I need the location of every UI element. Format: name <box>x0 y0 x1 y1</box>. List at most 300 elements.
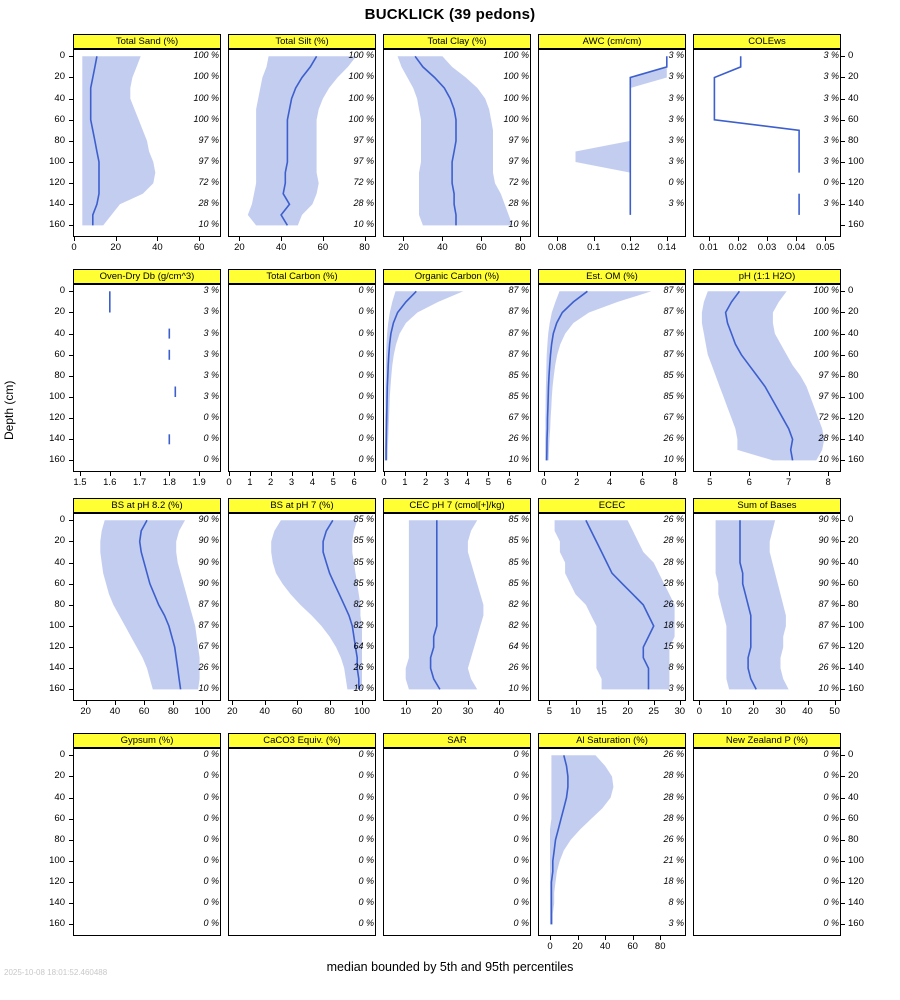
pedon-count-label: 90 % <box>198 577 219 588</box>
pedon-count-label: 100 % <box>503 92 529 103</box>
x-tick-label: 20 <box>398 242 409 253</box>
y-tick-mark <box>69 397 73 398</box>
pedon-count-label: 90 % <box>198 514 219 525</box>
x-tick-label: 1 <box>402 477 408 488</box>
y-tick-mark <box>69 334 73 335</box>
y-tick-label: 140 <box>49 897 65 909</box>
chart-panel <box>49 36 221 253</box>
pedon-count-label: 90 % <box>818 514 839 525</box>
x-tick-label: 50 <box>829 706 840 717</box>
pedon-count-label: 0 % <box>823 177 839 188</box>
y-tick-label: 60 <box>848 348 859 360</box>
pedon-count-label: 0 % <box>358 812 374 823</box>
pedon-count-label: 28 % <box>663 770 684 781</box>
y-tick-mark <box>69 162 73 163</box>
pedon-count-label: 85 % <box>353 514 374 525</box>
x-tick-label: 2 <box>574 477 580 488</box>
x-tick-label: 6 <box>639 477 645 488</box>
x-tick-label: 40 <box>437 242 448 253</box>
pedon-count-label: 0 % <box>203 855 219 866</box>
chart-panel <box>538 735 686 952</box>
chart-panel <box>383 36 531 253</box>
pedon-count-label: 100 % <box>348 92 374 103</box>
y-tick-mark <box>841 819 845 820</box>
pedon-count-label: 87 % <box>508 306 529 317</box>
x-tick-mark <box>557 237 558 241</box>
y-tick-label: 120 <box>848 876 864 888</box>
pedon-count-label: 26 % <box>663 833 684 844</box>
x-tick-label: 0.1 <box>587 242 601 253</box>
x-tick-label: 40 <box>802 706 813 717</box>
y-tick-mark <box>69 355 73 356</box>
x-tick-mark <box>157 237 158 241</box>
panel-title: Oven-Dry Db (g/cm^3) <box>73 269 221 284</box>
chart-panel <box>693 500 864 717</box>
x-tick-label: 8 <box>825 477 831 488</box>
pedon-count-label: 26 % <box>508 433 529 444</box>
x-tick-label: 60 <box>317 242 329 253</box>
chart-panel <box>226 500 376 717</box>
x-tick-label: 0 <box>547 941 553 952</box>
panel-title: pH (1:1 H2O) <box>693 269 841 284</box>
pedon-count-label: 3 % <box>823 198 839 209</box>
x-tick-label: 4 <box>464 477 471 488</box>
y-tick-mark <box>69 668 73 669</box>
x-tick-mark <box>403 237 404 241</box>
pedon-count-label: 3 % <box>823 50 839 61</box>
x-tick-label: 80 <box>654 941 666 952</box>
x-tick-mark <box>628 701 629 705</box>
y-tick-label: 140 <box>848 433 864 445</box>
y-tick-mark <box>841 183 845 184</box>
pedon-count-label: 3 % <box>668 71 684 82</box>
y-tick-mark <box>69 541 73 542</box>
x-tick-mark <box>426 472 427 476</box>
pedon-count-label: 100 % <box>813 327 839 338</box>
panel-plot <box>384 749 530 935</box>
pedon-count-label: 0 % <box>358 749 374 760</box>
y-tick-label: 100 <box>848 620 864 632</box>
chart-panel <box>538 500 686 717</box>
pedon-count-label: 87 % <box>663 285 684 296</box>
pedon-count-label: 85 % <box>353 535 374 546</box>
pedon-count-label: 10 % <box>818 683 839 694</box>
pedon-count-label: 85 % <box>508 535 529 546</box>
pedon-count-label: 100 % <box>503 50 529 61</box>
x-tick-mark <box>199 472 200 476</box>
y-tick-label: 160 <box>49 454 65 466</box>
chart-panel <box>693 36 864 253</box>
x-tick-mark <box>239 237 240 241</box>
x-tick-mark <box>199 237 200 241</box>
y-tick-mark <box>69 584 73 585</box>
y-tick-label: 20 <box>848 770 859 782</box>
y-tick-label: 80 <box>54 134 65 146</box>
pedon-count-label: 90 % <box>198 556 219 567</box>
pedon-count-label: 10 % <box>198 219 219 230</box>
pedon-count-label: 28 % <box>663 812 684 823</box>
pedon-count-label: 0 % <box>513 749 529 760</box>
y-tick-mark <box>841 647 845 648</box>
pedon-count-label: 97 % <box>818 369 839 380</box>
pedon-count-label: 0 % <box>358 897 374 908</box>
x-tick-mark <box>781 701 782 705</box>
x-tick-label: 30 <box>674 706 686 717</box>
x-tick-label: 8 <box>672 477 678 488</box>
y-tick-mark <box>69 312 73 313</box>
pedon-count-label: 100 % <box>193 92 219 103</box>
x-tick-label: 0.02 <box>728 242 748 253</box>
x-tick-label: 80 <box>324 706 335 717</box>
pedon-count-label: 90 % <box>198 535 219 546</box>
x-tick-mark <box>362 701 363 705</box>
panel-plot <box>74 285 220 471</box>
x-tick-mark <box>509 472 510 476</box>
x-tick-label: 40 <box>152 242 163 253</box>
x-tick-label: 6 <box>351 477 357 488</box>
y-tick-mark <box>69 755 73 756</box>
x-tick-mark <box>116 237 117 241</box>
pedon-count-label: 85 % <box>663 369 684 380</box>
x-tick-label: 0.03 <box>757 242 777 253</box>
y-tick-mark <box>69 924 73 925</box>
x-tick-mark <box>520 237 521 241</box>
x-tick-mark <box>825 237 826 241</box>
x-tick-mark <box>365 237 366 241</box>
pedon-count-label: 3 % <box>203 369 219 380</box>
y-tick-label: 120 <box>49 641 65 653</box>
pedon-count-label: 3 % <box>203 348 219 359</box>
pedon-count-label: 87 % <box>508 348 529 359</box>
pedon-count-label: 0 % <box>203 833 219 844</box>
pedon-count-label: 0 % <box>823 770 839 781</box>
pedon-count-label: 0 % <box>823 918 839 929</box>
y-tick-label: 100 <box>49 855 65 867</box>
x-tick-label: 40 <box>599 941 611 952</box>
y-tick-label: 160 <box>49 918 65 930</box>
x-tick-label: 80 <box>514 242 526 253</box>
panel-title: AWC (cm/cm) <box>538 34 686 49</box>
chart-panel <box>228 36 376 253</box>
x-tick-label: 60 <box>193 242 205 253</box>
pedon-count-label: 18 % <box>663 620 684 631</box>
y-tick-label: 80 <box>848 134 859 146</box>
pedon-count-label: 85 % <box>353 577 374 588</box>
x-tick-mark <box>468 701 469 705</box>
y-tick-mark <box>69 183 73 184</box>
y-tick-mark <box>69 56 73 57</box>
pedon-count-label: 87 % <box>663 327 684 338</box>
pedon-count-label: 87 % <box>663 306 684 317</box>
x-tick-label: 60 <box>476 242 487 253</box>
pedon-count-label: 100 % <box>503 71 529 82</box>
y-tick-mark <box>841 439 845 440</box>
percentile-band <box>248 56 356 225</box>
pedon-count-label: 85 % <box>508 556 529 567</box>
pedon-count-label: 0 % <box>358 327 374 338</box>
y-tick-label: 80 <box>54 598 65 610</box>
pedon-count-label: 100 % <box>813 285 839 296</box>
x-tick-mark <box>333 472 334 476</box>
x-tick-label: 80 <box>167 706 179 717</box>
pedon-count-label: 97 % <box>508 134 529 145</box>
pedon-count-label: 100 % <box>348 50 374 61</box>
pedon-count-label: 28 % <box>663 577 684 588</box>
x-tick-mark <box>550 936 551 940</box>
x-tick-label: 10 <box>570 706 581 717</box>
y-tick-label: 140 <box>848 897 864 909</box>
pedon-count-label: 10 % <box>198 683 219 694</box>
y-tick-label: 20 <box>848 71 859 83</box>
y-tick-mark <box>841 77 845 78</box>
pedon-count-label: 28 % <box>663 535 684 546</box>
pedon-count-label: 67 % <box>663 412 684 423</box>
y-tick-mark <box>841 355 845 356</box>
x-tick-mark <box>297 701 298 705</box>
x-tick-mark <box>110 472 111 476</box>
pedon-count-label: 15 % <box>663 641 684 652</box>
y-tick-label: 60 <box>54 113 65 125</box>
pedon-count-label: 0 % <box>358 770 374 781</box>
percentile-band <box>398 56 513 225</box>
y-tick-mark <box>69 819 73 820</box>
pedon-count-label: 0 % <box>203 812 219 823</box>
y-tick-mark <box>69 520 73 521</box>
chart-panel <box>49 735 221 936</box>
x-tick-label: 40 <box>259 706 270 717</box>
pedon-count-label: 0 % <box>513 791 529 802</box>
pedon-count-label: 0 % <box>203 791 219 802</box>
pedon-count-label: 3 % <box>668 683 684 694</box>
y-tick-mark <box>69 439 73 440</box>
pedon-count-label: 67 % <box>508 412 529 423</box>
pedon-count-label: 3 % <box>823 71 839 82</box>
pedon-count-label: 0 % <box>513 833 529 844</box>
y-tick-mark <box>69 903 73 904</box>
pedon-count-label: 26 % <box>663 598 684 609</box>
pedon-count-label: 0 % <box>358 306 374 317</box>
y-tick-label: 0 <box>848 50 854 62</box>
pedon-count-label: 28 % <box>198 198 219 209</box>
y-tick-mark <box>69 689 73 690</box>
x-tick-mark <box>749 472 750 476</box>
pedon-count-label: 87 % <box>818 620 839 631</box>
y-tick-label: 60 <box>848 812 859 824</box>
x-tick-mark <box>140 472 141 476</box>
chart-panel <box>381 271 531 488</box>
x-tick-mark <box>660 936 661 940</box>
pedon-count-label: 18 % <box>663 876 684 887</box>
y-tick-label: 40 <box>54 556 65 568</box>
pedon-count-label: 72 % <box>818 412 839 423</box>
pedon-count-label: 90 % <box>818 556 839 567</box>
y-tick-label: 120 <box>49 876 65 888</box>
y-tick-mark <box>69 460 73 461</box>
pedon-count-label: 100 % <box>193 71 219 82</box>
y-tick-label: 100 <box>848 156 864 168</box>
x-tick-mark <box>312 472 313 476</box>
pedon-count-label: 3 % <box>668 918 684 929</box>
pedon-count-label: 3 % <box>203 306 219 317</box>
y-tick-label: 0 <box>59 285 65 297</box>
pedon-count-label: 87 % <box>663 348 684 359</box>
x-tick-label: 0.05 <box>816 242 835 253</box>
pedon-count-label: 85 % <box>508 369 529 380</box>
x-tick-mark <box>330 701 331 705</box>
y-tick-mark <box>841 99 845 100</box>
x-tick-label: 0 <box>541 477 547 488</box>
x-tick-mark <box>699 701 700 705</box>
x-tick-mark <box>271 472 272 476</box>
pedon-count-label: 0 % <box>513 897 529 908</box>
x-tick-mark <box>578 936 579 940</box>
y-tick-mark <box>69 77 73 78</box>
y-tick-mark <box>69 141 73 142</box>
y-tick-label: 60 <box>54 348 65 360</box>
y-tick-mark <box>841 141 845 142</box>
x-tick-mark <box>488 472 489 476</box>
y-tick-label: 120 <box>49 177 65 189</box>
pedon-count-label: 3 % <box>823 134 839 145</box>
pedon-count-label: 8 % <box>668 897 684 908</box>
x-tick-label: 3 <box>288 477 295 488</box>
percentile-band <box>406 520 484 689</box>
pedon-count-label: 100 % <box>813 348 839 359</box>
y-tick-mark <box>841 225 845 226</box>
percentile-band <box>555 520 675 689</box>
x-tick-label: 1.7 <box>132 477 147 488</box>
x-tick-mark <box>447 472 448 476</box>
pedon-count-label: 10 % <box>353 683 374 694</box>
x-tick-mark <box>232 701 233 705</box>
panel-title: Gypsum (%) <box>73 733 221 748</box>
x-tick-mark <box>709 237 710 241</box>
y-tick-label: 20 <box>848 306 859 318</box>
x-tick-mark <box>115 701 116 705</box>
pedon-count-label: 100 % <box>193 113 219 124</box>
panel-title: Organic Carbon (%) <box>383 269 531 284</box>
y-tick-mark <box>69 840 73 841</box>
pedon-count-label: 0 % <box>203 749 219 760</box>
pedon-count-label: 10 % <box>508 683 529 694</box>
x-tick-mark <box>405 472 406 476</box>
pedon-count-label: 26 % <box>353 662 374 673</box>
y-tick-label: 100 <box>49 156 65 168</box>
y-tick-mark <box>841 397 845 398</box>
pedon-count-label: 28 % <box>663 556 684 567</box>
chart-panel <box>49 271 221 488</box>
pedon-count-label: 82 % <box>353 598 374 609</box>
panel-title: New Zealand P (%) <box>693 733 841 748</box>
percentile-band <box>271 520 362 689</box>
pedon-count-label: 21 % <box>663 855 684 866</box>
panel-plot <box>229 749 375 935</box>
pedon-count-label: 0 % <box>203 770 219 781</box>
y-tick-mark <box>69 626 73 627</box>
pedon-count-label: 26 % <box>818 662 839 673</box>
y-tick-label: 80 <box>54 369 65 381</box>
percentile-band <box>576 56 667 215</box>
y-tick-mark <box>841 162 845 163</box>
y-tick-mark <box>841 924 845 925</box>
pedon-count-label: 85 % <box>508 577 529 588</box>
y-tick-mark <box>841 291 845 292</box>
pedon-count-label: 0 % <box>823 876 839 887</box>
pedon-count-label: 0 % <box>823 855 839 866</box>
panel-title: Total Silt (%) <box>228 34 376 49</box>
pedon-count-label: 0 % <box>203 412 219 423</box>
x-tick-label: 10 <box>721 706 732 717</box>
y-tick-mark <box>841 56 845 57</box>
x-tick-mark <box>354 472 355 476</box>
y-tick-mark <box>841 584 845 585</box>
pedon-count-label: 97 % <box>353 134 374 145</box>
y-tick-mark <box>841 334 845 335</box>
pedon-count-label: 97 % <box>508 156 529 167</box>
pedon-count-label: 0 % <box>358 285 374 296</box>
pedon-count-label: 0 % <box>203 897 219 908</box>
y-tick-mark <box>841 689 845 690</box>
x-tick-label: 40 <box>493 706 505 717</box>
pedon-count-label: 0 % <box>358 876 374 887</box>
x-tick-mark <box>384 472 385 476</box>
y-tick-mark <box>69 798 73 799</box>
pedon-count-label: 0 % <box>513 876 529 887</box>
x-tick-mark <box>630 237 631 241</box>
y-tick-label: 60 <box>54 577 65 589</box>
x-tick-label: 20 <box>572 941 583 952</box>
y-tick-mark <box>69 861 73 862</box>
pedon-count-label: 82 % <box>353 620 374 631</box>
x-tick-label: 20 <box>226 706 238 717</box>
x-tick-label: 2 <box>423 477 429 488</box>
pedon-count-label: 0 % <box>358 433 374 444</box>
x-tick-mark <box>738 237 739 241</box>
x-tick-label: 1.5 <box>73 477 87 488</box>
y-tick-mark <box>69 563 73 564</box>
y-tick-mark <box>841 605 845 606</box>
x-tick-label: 1.6 <box>103 477 117 488</box>
y-tick-label: 80 <box>54 833 65 845</box>
x-tick-mark <box>86 701 87 705</box>
y-tick-label: 20 <box>54 770 65 782</box>
median-line <box>714 56 799 172</box>
y-tick-label: 160 <box>848 918 864 930</box>
pedon-count-label: 0 % <box>358 791 374 802</box>
pedon-count-label: 64 % <box>508 641 529 652</box>
pedon-count-label: 0 % <box>823 749 839 760</box>
x-tick-label: 5 <box>707 477 713 488</box>
chart-panel <box>226 271 376 488</box>
pedon-count-label: 72 % <box>353 177 374 188</box>
chart-panel <box>693 735 864 936</box>
pedon-count-label: 28 % <box>508 198 529 209</box>
pedon-count-label: 26 % <box>198 662 219 673</box>
y-tick-mark <box>841 798 845 799</box>
pedon-count-label: 97 % <box>818 391 839 402</box>
panel-plot <box>694 50 840 236</box>
y-tick-label: 160 <box>848 454 864 466</box>
y-tick-mark <box>69 99 73 100</box>
y-tick-label: 0 <box>848 285 854 297</box>
x-tick-label: 80 <box>359 242 370 253</box>
x-tick-label: 25 <box>648 706 659 717</box>
x-tick-mark <box>726 701 727 705</box>
x-tick-mark <box>594 237 595 241</box>
pedon-count-label: 97 % <box>353 156 374 167</box>
x-tick-label: 0 <box>696 706 703 717</box>
y-tick-label: 40 <box>54 92 65 104</box>
